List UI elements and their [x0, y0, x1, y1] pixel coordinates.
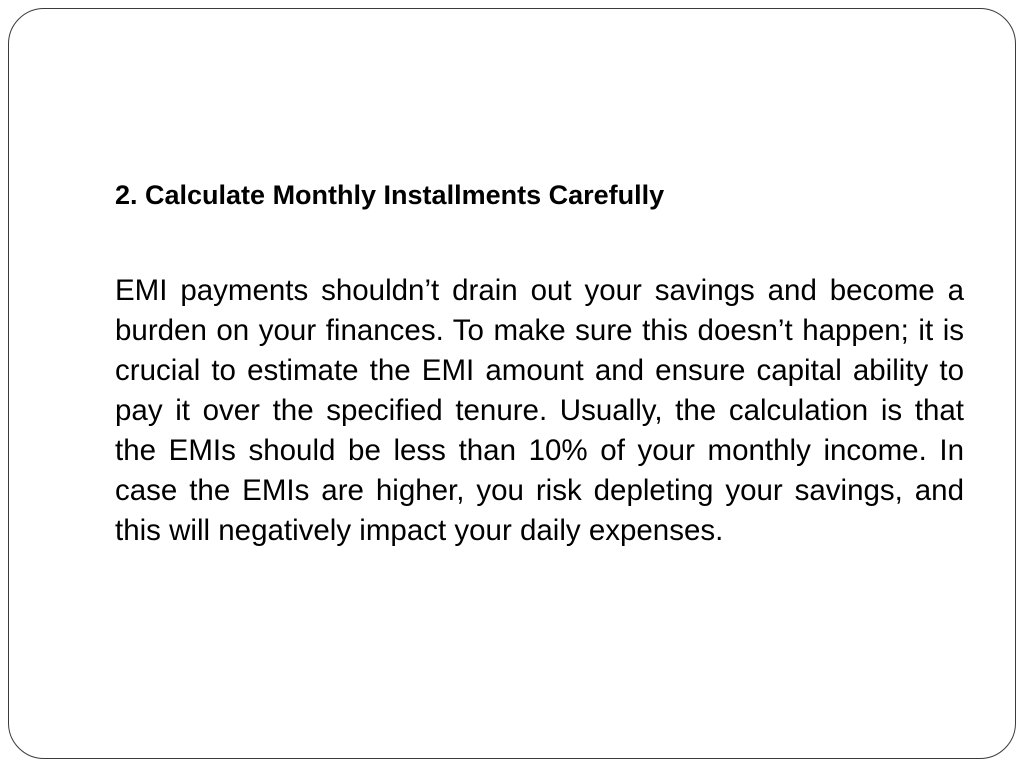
slide-frame — [8, 8, 1016, 759]
body-paragraph: EMI payments shouldn’t drain out your savings and become a burden on your finances. To make sure this doesn’t happen; it is crucial to estimate the EMI amount and ensure capital ability to pay it over the specified tenure. Usually, the calculation is that the EMIs should be less than 10% of your monthly income. In case the EMIs are higher, you risk depleting your savings, and this will negatively impact your daily expenses. — [115, 274, 964, 547]
slide-heading: 2. Calculate Monthly Installments Carefully — [115, 180, 665, 210]
slide-content — [115, 175, 964, 551]
